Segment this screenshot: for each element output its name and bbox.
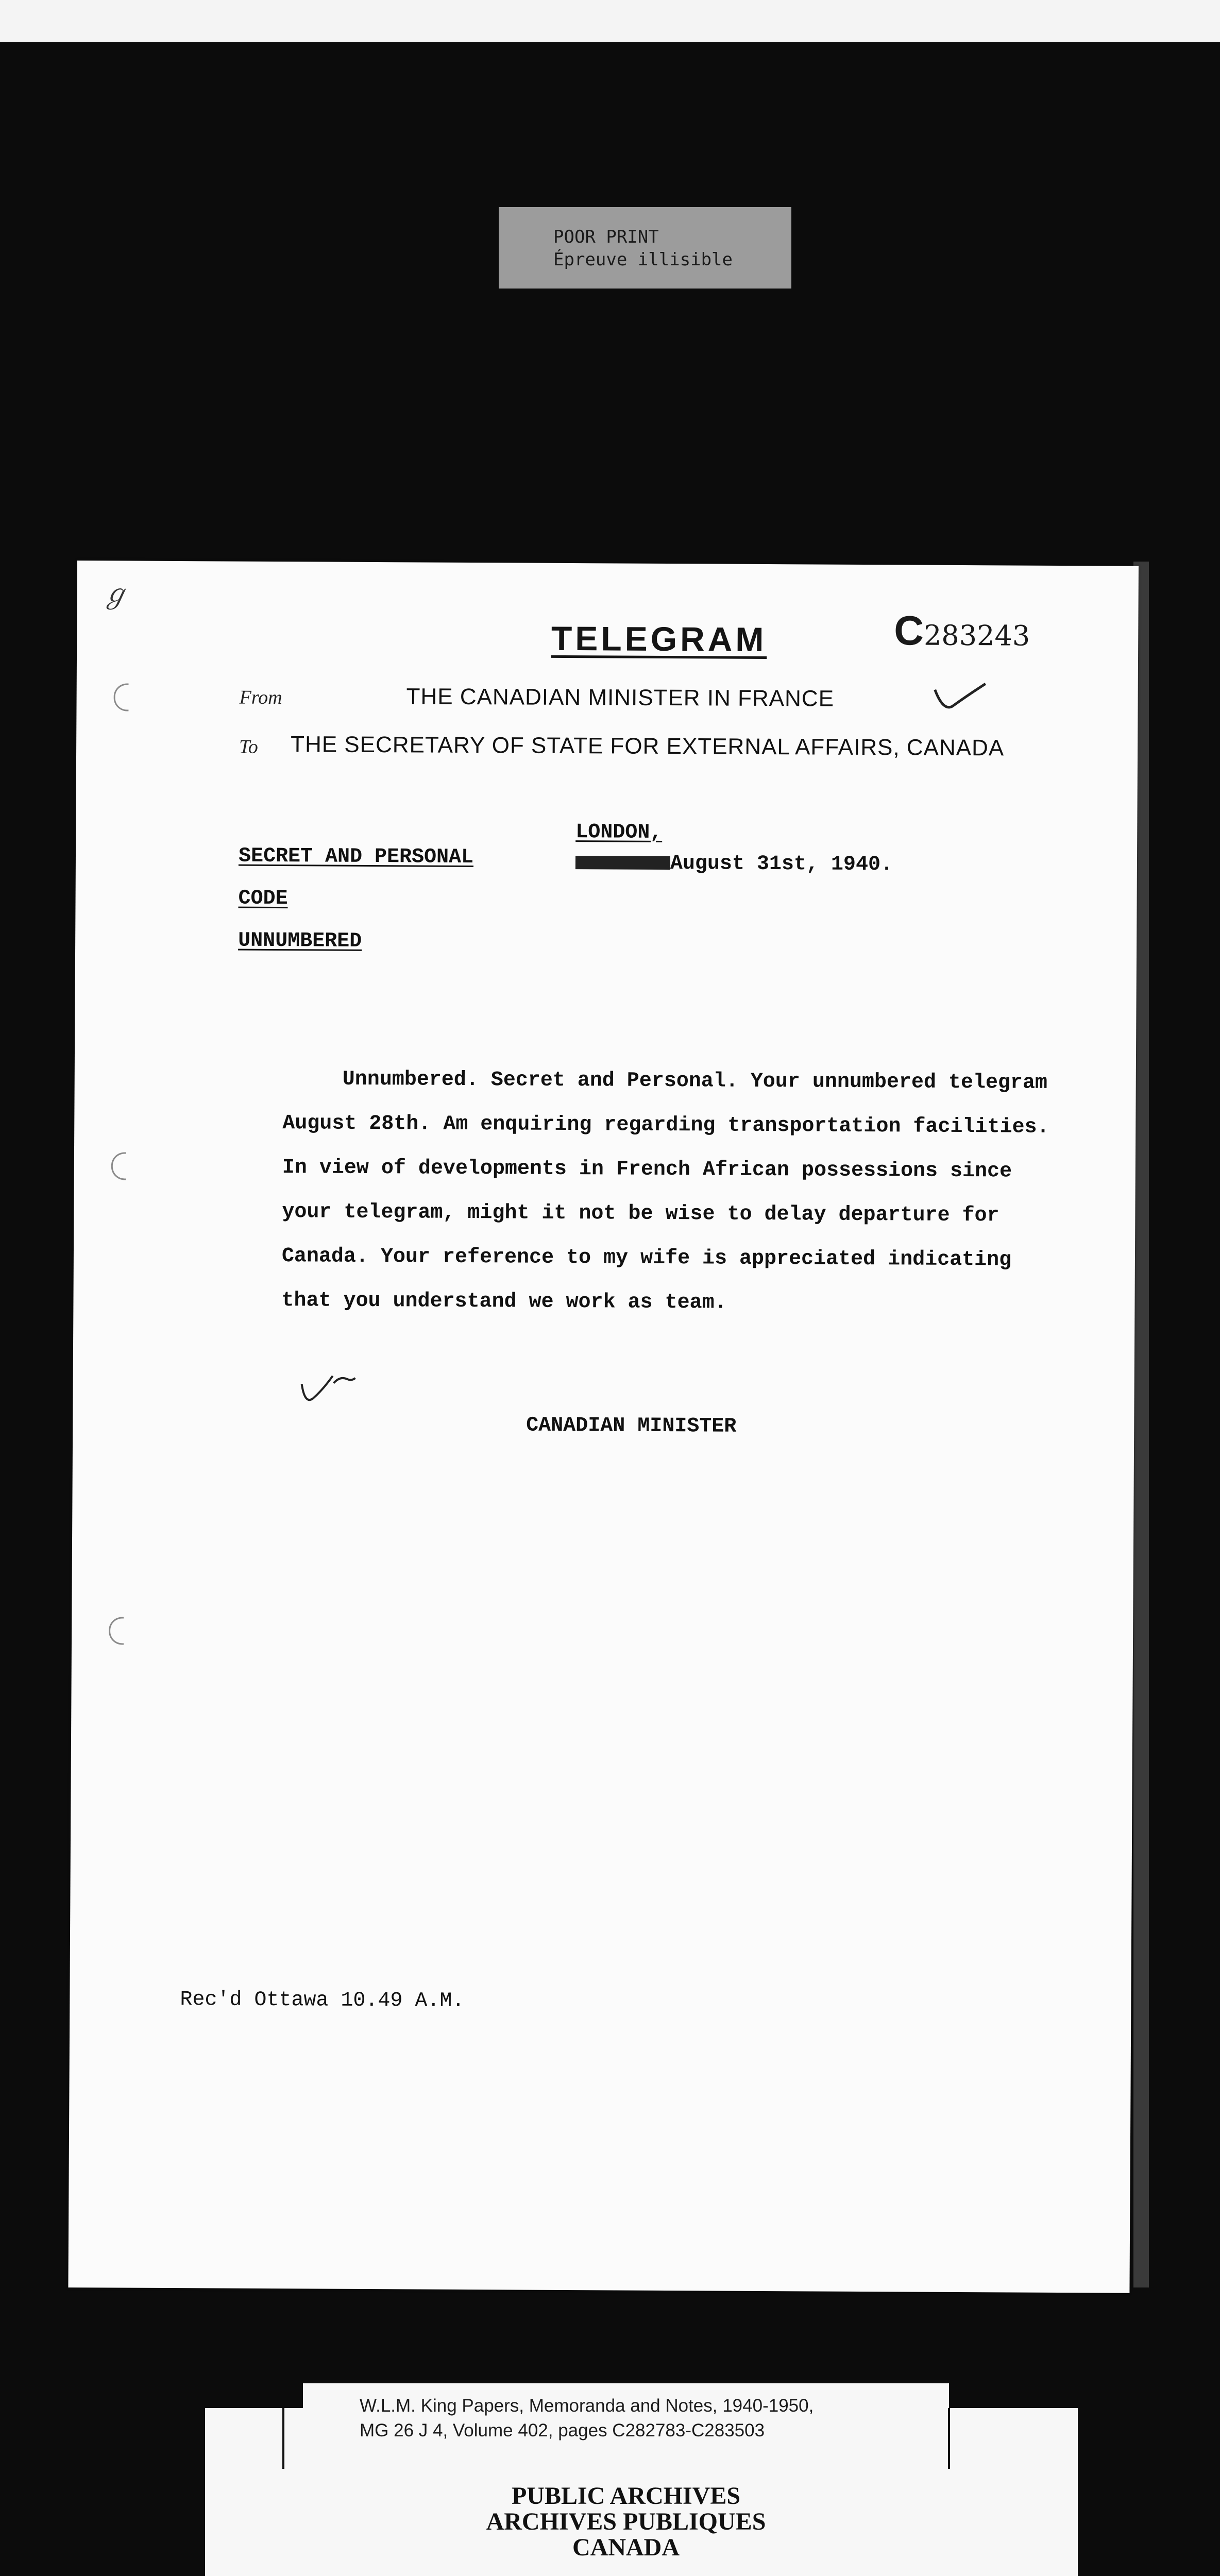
stamp-line-2: Épreuve illisible xyxy=(553,249,733,270)
handwritten-initial-mark: ℊ xyxy=(101,580,129,609)
date-label: August 31st, 1940. xyxy=(670,852,893,877)
archives-line-3: CANADA xyxy=(572,2534,680,2561)
place-label: LONDON, xyxy=(575,821,663,844)
body-line: August 28th. Am enquiring regarding transportation facilities. xyxy=(282,1112,1049,1139)
archives-name xyxy=(303,2483,949,2561)
code-label: CODE xyxy=(238,887,288,911)
date-line xyxy=(575,852,893,876)
archive-label-rule-right xyxy=(948,2408,950,2469)
binder-hole-2 xyxy=(111,1152,126,1180)
telegram-sheet xyxy=(68,561,1139,2293)
citation-line-1: W.L.M. King Papers, Memoranda and Notes, 1940-1950, xyxy=(360,2396,814,2416)
handwritten-tick-mark xyxy=(297,1368,359,1408)
film-top-strip xyxy=(0,0,1220,42)
archive-label-rule-left xyxy=(282,2408,284,2469)
archive-label-left-tab xyxy=(205,2408,308,2576)
body-line: Unnumbered. Secret and Personal. Your unnumbered telegram xyxy=(342,1067,1048,1095)
document-number-prefix: C xyxy=(894,607,924,654)
unnumbered-label: UNNUMBERED xyxy=(238,929,362,953)
binder-hole-3 xyxy=(109,1617,124,1645)
body-line: In view of developments in French African possessions since xyxy=(282,1156,1012,1183)
classification-label: SECRET AND PERSONAL xyxy=(238,844,474,870)
archives-line-1: PUBLIC ARCHIVES xyxy=(511,2482,741,2510)
citation-line-2: MG 26 J 4, Volume 402, pages C282783-C283503 xyxy=(360,2420,765,2441)
poor-print-stamp xyxy=(499,207,791,289)
archives-line-2: ARCHIVES PUBLIQUES xyxy=(486,2508,766,2535)
archive-label-right-tab xyxy=(943,2408,1078,2576)
to-value: THE SECRETARY OF STATE FOR EXTERNAL AFFAIRS, CANADA xyxy=(291,732,1005,761)
signature: CANADIAN MINISTER xyxy=(526,1414,737,1438)
body-line: your telegram, might it not be wise to delay departure for xyxy=(282,1200,999,1228)
document-number xyxy=(894,607,1030,655)
received-note: Rec'd Ottawa 10.49 A.M. xyxy=(180,1988,465,2013)
struck-out-word xyxy=(575,856,670,870)
checkmark-mark xyxy=(931,680,988,716)
telegram-title: TELEGRAM xyxy=(551,619,767,659)
from-label: From xyxy=(239,686,282,709)
body-line: Canada. Your reference to my wife is appreciated indicating xyxy=(281,1245,1012,1272)
binder-hole-1 xyxy=(113,683,128,711)
from-value: THE CANADIAN MINISTER IN FRANCE xyxy=(406,684,835,711)
stamp-line-1: POOR PRINT xyxy=(553,227,659,247)
archive-citation xyxy=(360,2394,947,2443)
telegram-body xyxy=(281,1057,1128,1328)
document-number-digits: 283243 xyxy=(923,619,1030,652)
to-label: To xyxy=(239,736,258,758)
body-line: that you understand we work as team. xyxy=(281,1289,727,1315)
